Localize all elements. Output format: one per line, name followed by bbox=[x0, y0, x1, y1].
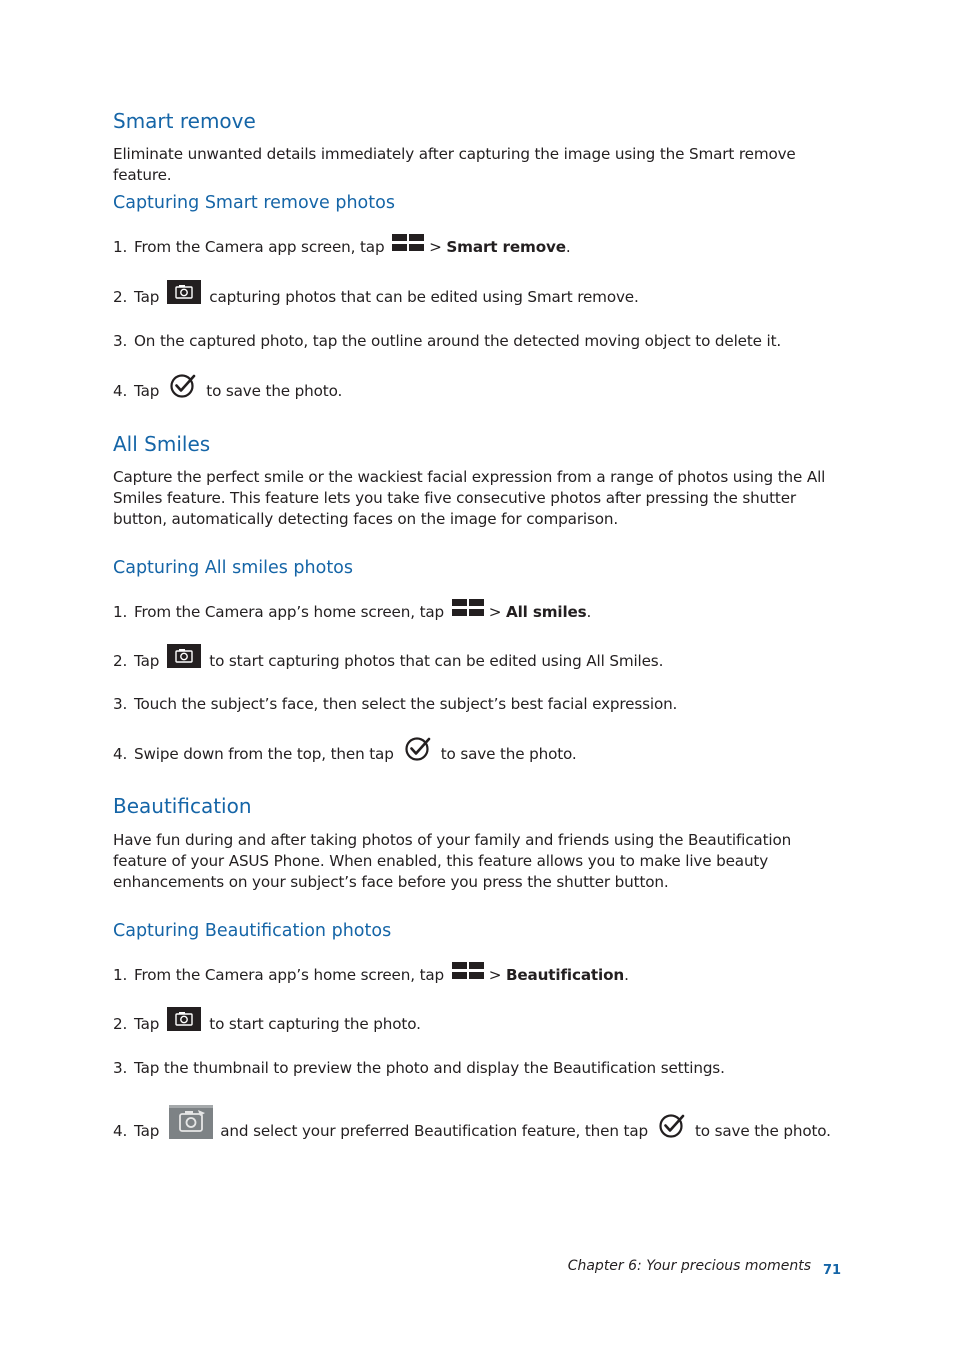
page-number: 71 bbox=[823, 1263, 842, 1278]
step-text: Touch the subject’s face, then select the subject’s best facial expression. bbox=[134, 695, 678, 713]
step-3-all-smiles bbox=[113, 694, 677, 715]
step-text: From the Camera app screen, tap bbox=[134, 238, 385, 256]
footer-chapter-title: Chapter 6: Your precious moments bbox=[567, 1258, 811, 1274]
section-description-all-smiles: Capture the perfect smile or the wackiest facial expression from a range of photos using the All Smiles feature. This feature lets you take five consecutive photos after pressing the shutter button, automatically detecting faces on the image for comparison. bbox=[113, 468, 826, 528]
step-punct: . bbox=[565, 238, 571, 256]
subsection-title-smart-remove: Capturing Smart remove photos bbox=[113, 193, 395, 213]
section-title-all-smiles: All Smiles bbox=[113, 432, 211, 456]
step-number: 4. bbox=[113, 1122, 128, 1140]
step-4-smart-remove bbox=[113, 381, 342, 402]
step-1-all-smiles bbox=[113, 602, 591, 623]
camera-shutter-icon bbox=[167, 1007, 201, 1031]
step-separator: > bbox=[484, 603, 506, 621]
camera-shutter-icon bbox=[167, 644, 201, 668]
step-target-label: Smart remove bbox=[446, 238, 566, 256]
step-number: 2. bbox=[113, 652, 128, 670]
step-text-end: to save the photo. bbox=[694, 1122, 831, 1140]
step-text: Tap bbox=[134, 652, 160, 670]
step-1-beautification bbox=[113, 965, 629, 986]
step-number: 2. bbox=[113, 1015, 128, 1033]
step-punct: . bbox=[624, 966, 629, 984]
step-number: 1. bbox=[113, 238, 128, 256]
section-description-beautification: Have fun during and after taking photos of your family and friends using the Beautification feature of your ASUS Phone. When enabled, this feature allows you to make live beauty enhancements on your subject’s face before you press the shutter button. bbox=[113, 831, 792, 891]
camera-modes-grid-icon bbox=[452, 962, 484, 980]
section-title-beautification: Beautification bbox=[113, 794, 252, 818]
step-text: Tap bbox=[134, 382, 160, 400]
step-number: 4. bbox=[113, 745, 128, 763]
step-number: 3. bbox=[113, 332, 128, 350]
step-3-beautification bbox=[113, 1058, 725, 1079]
camera-shutter-icon bbox=[167, 280, 201, 304]
subsection-title-all-smiles: Capturing All smiles photos bbox=[113, 558, 354, 578]
step-text: Tap bbox=[134, 1015, 160, 1033]
step-4-all-smiles bbox=[113, 744, 577, 765]
step-text: From the Camera app’s home screen, tap bbox=[134, 966, 445, 984]
step-text: Tap bbox=[134, 1122, 160, 1140]
step-number: 1. bbox=[113, 603, 128, 621]
step-text: Swipe down from the top, then tap bbox=[134, 745, 394, 763]
step-1-smart-remove bbox=[113, 237, 571, 258]
check-circle-icon bbox=[169, 372, 197, 400]
step-4-beautification bbox=[113, 1121, 831, 1142]
subsection-title-beautification: Capturing Beautification photos bbox=[113, 921, 392, 941]
step-text-continued: to save the photo. bbox=[440, 745, 577, 763]
step-number: 1. bbox=[113, 966, 128, 984]
step-punct: . bbox=[586, 603, 592, 621]
step-text: Tap bbox=[134, 288, 160, 306]
step-target-label: All smiles bbox=[505, 603, 587, 621]
step-text-continued: capturing photos that can be edited using Smart remove. bbox=[209, 288, 639, 306]
step-3-smart-remove bbox=[113, 331, 781, 352]
step-target-label: Beautification bbox=[505, 966, 625, 984]
camera-modes-grid-icon bbox=[452, 599, 484, 617]
step-number: 3. bbox=[113, 1059, 128, 1077]
step-number: 2. bbox=[113, 288, 128, 306]
step-number: 3. bbox=[113, 695, 128, 713]
section-title-smart-remove: Smart remove bbox=[113, 109, 256, 133]
check-circle-icon bbox=[404, 735, 432, 763]
step-text: From the Camera app’s home screen, tap bbox=[134, 603, 445, 621]
step-text: Tap the thumbnail to preview the photo and display the Beautification settings. bbox=[134, 1059, 725, 1077]
check-circle-icon bbox=[658, 1112, 686, 1140]
step-2-beautification bbox=[113, 1014, 421, 1035]
beautification-thumbnail-icon bbox=[169, 1105, 213, 1139]
step-number: 4. bbox=[113, 382, 128, 400]
step-2-all-smiles bbox=[113, 651, 663, 672]
step-separator: > bbox=[484, 966, 506, 984]
step-text-continued: to start capturing photos that can be edited using All Smiles. bbox=[209, 652, 664, 670]
step-2-smart-remove bbox=[113, 287, 639, 308]
step-separator: > bbox=[424, 238, 447, 256]
camera-modes-grid-icon bbox=[392, 234, 424, 252]
step-text-continued: and select your preferred Beautification feature, then tap bbox=[220, 1122, 648, 1140]
step-text-continued: to start capturing the photo. bbox=[209, 1015, 421, 1033]
step-text: On the captured photo, tap the outline around the detected moving object to delete it. bbox=[134, 332, 782, 350]
step-text-continued: to save the photo. bbox=[206, 382, 343, 400]
section-description-smart-remove: Eliminate unwanted details immediately after capturing the image using the Smart remove feature. bbox=[113, 145, 796, 184]
